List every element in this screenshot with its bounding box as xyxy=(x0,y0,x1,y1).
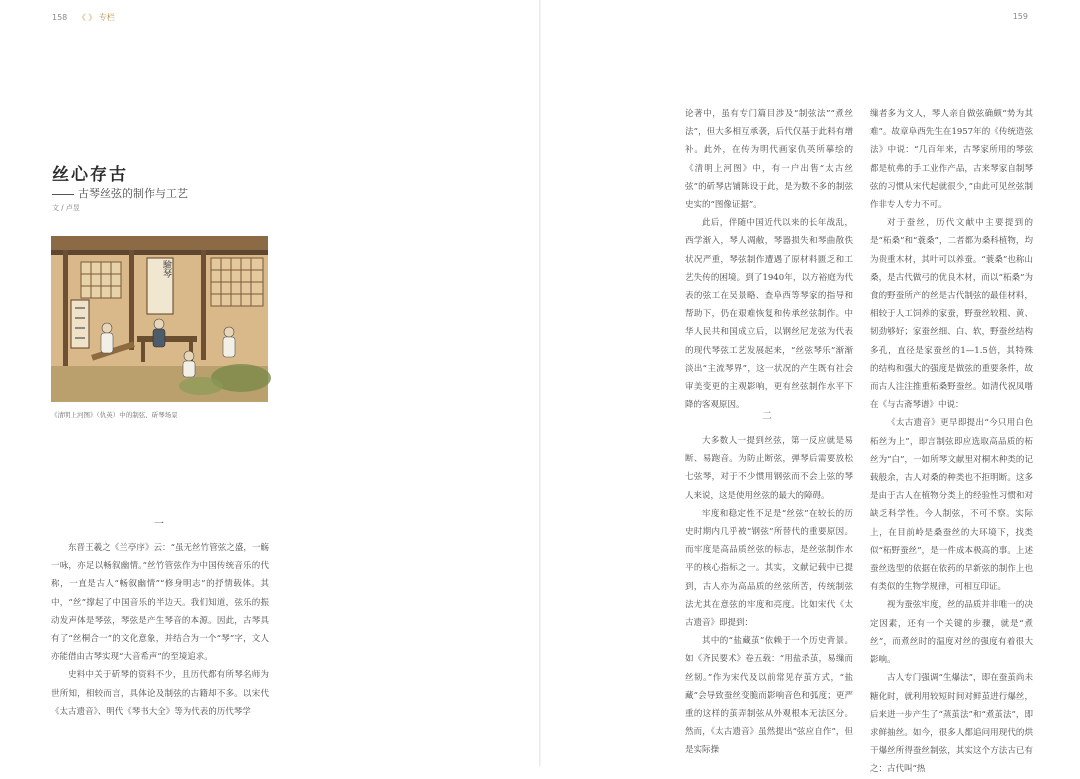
paragraph: 缫者多为文人，琴人亲自做弦确颇“势为其难”。故章阜西先生在1957年的《传统造弦法》中说：“几百年来，古琴家所用的琴弦都是杭弗的手工业作产品，古来琴家自制琴弦的习惯从宋代起就很少，”由此可见丝弦制作非专人专力不可。 xyxy=(870,109,1033,211)
paragraph: 此后，伴随中国近代以来的长年战乱，西学渐入，琴人凋敝，琴器损失和琴曲散佚状况严重，琴弦制作遭遇了原材料匮乏和工艺失传的困境。到了1940年，以方裕庭为代表的弦工在吴景略、查阜西等琴家的指导和帮助下，仍在艰难恢复和传承丝弦制作。中华人民共和国成立后，以钢丝尼龙弦为代表的现代琴弦工艺发展起来，“丝弦琴乐”渐渐淡出“主流琴界”，这一状况的产生既有社会审美变更的主观影响，更有丝弦制作水平下降的客观原因。 xyxy=(685,218,853,411)
left-page-number: 158 xyxy=(52,13,68,22)
paragraph: 牢度和稳定性不足是“丝弦”在较长的历史时期内几乎被“钢弦”所替代的重要原因。而牢度是高品质丝弦的标志，是丝弦制作水平的核心指标之一。其实，文献记载中已提到，古人亦为高品质的丝弦所苦，传统制弦法尤其在意弦的牢度和亮度。比如宋代《太古遗音》即提到： xyxy=(685,508,853,629)
paragraph: 《太古遗音》更早即提出“今只用白色柘丝为上”，即言制弦即应选取高品质的柘丝为“白”，一如所琴文献里对桐木种类的记载般余，古人对桑的种类也不拒明断。这多是由于古人在植物分类上的经验性习惯和对缺乏科学性。今人制弦，不可不察。实际上，在目前岭是桑蚕丝的大环境下，找类似“柘野蚕丝”，是一件成本极高的事。上述蚕丝选型的依据在依药的早新弦的制作上也有类似的生物学规律，可相互印证。 xyxy=(870,418,1033,593)
article-subtitle xyxy=(52,185,188,201)
paragraph: 史料中关于斫琴的资料不少，且历代都有所琴名师为世所知，相较而言，具体论及制弦的古籍却不多。以宋代《太古遗音》、明代《琴书大全》等为代表的历代琴学 xyxy=(51,670,269,717)
paragraph: 东晋王羲之《兰亭序》云：“虽无丝竹管弦之盛，一觞一咏，亦足以畅叙幽情。”丝竹管弦作为中国传统音乐的代称，一直是古人“畅叙幽情”“修身明志”的抒情载体。其中，“丝”撑起了中国音乐的半边天。我们知道，弦乐的振动发声体是琴弦，琴弦是产生琴音的本源。因此，古琴具有了“丝桐合一”的文化意象，并结合为一个“琴”字，文人亦能借由古琴实现“大音希声”的至境追求。 xyxy=(51,543,269,663)
article-author: 文 / 卢昱 xyxy=(52,204,80,212)
right-header xyxy=(1013,12,1028,21)
painting-shop-sign: 驗琴 xyxy=(161,260,171,278)
paragraph: 大多数人一提到丝弦，第一反应就是易断、易跑音。为防止断弦，弹琴后需要放松七弦琴，对于不少惯用钢弦而不会上弦的琴人来说，这是使用丝弦的最大的障碍。 xyxy=(685,436,853,501)
right-column-2 xyxy=(870,105,1033,775)
paragraph: 其中的“盐藏茧”依赖于一个历史背景。如《齐民要术》卷五载：“用盐杀茧，易缫而丝韧。”作为宋代及以前常见存茧方式，“盐藏”会导致蚕丝变脆而影响音色和弧度；更严重的这样的茧弄制弦从外观根本无法区分。然而，《太古遗音》虽然提出“弦应自作”，但是实际操 xyxy=(685,636,853,756)
left-page xyxy=(0,0,540,766)
column-mark: 《 》 专栏 xyxy=(77,13,115,22)
right-page-number: 159 xyxy=(1012,12,1028,21)
paragraph: 对于蚕丝，历代文献中主要提到的是“柘桑”和“蓑桑”，二者都为桑科植物，均为贵重木材，其叶可以养蚕。“蓑桑”也称山桑，是古代做弓的优良木材，而以“柘桑”为食的野蚕所产的丝是古代制弦的最佳材料，相较于人工饲养的家蚕，野蚕丝较粗、黄、韧劲够好；家蚕丝细、白、软，野蚕丝结构多孔，直径是家蚕丝的1—1.5倍，其特殊的结构和强大的强度是做弦的重要条件，故而古人注注推重柘桑野蚕丝。如清代祝凤喈在《与古斋琴谱》中说： xyxy=(870,218,1033,411)
section-number-one: 一 xyxy=(154,519,164,530)
right-page xyxy=(540,0,1080,775)
paragraph: 论著中，虽有专门篇目涉及“制弦法”“煮丝法”，但大多相互承袭，后代仅基于此料有增补。此外，在传为明代画家仇英所摹绘的《清明上河图》中，有一户出售“太古丝弦”的斫琴店铺陈设于此，是为数不多的制弦史实的“图像证据”。 xyxy=(685,109,853,211)
qingming-painting-image xyxy=(51,236,268,402)
subtitle-dash xyxy=(52,194,74,195)
section-number-two: 二 xyxy=(762,411,772,422)
paragraph: 古人专门强调“生爆法”，即在蚕茧尚未糖化时，就利用较短时间对鲜茧进行爆丝，后来进一步产生了“蒸茧法”和“煮茧法”，即求鲜抽丝。如今，很多人都追问用现代的烘干爆丝所得蚕丝制弦，其实这个方法古已有之：古代叫“热 xyxy=(870,673,1033,775)
right-column-1-top xyxy=(685,105,853,411)
subtitle-text: 古琴丝弦的制作与工艺 xyxy=(78,187,188,200)
article-title: 丝心存古 xyxy=(52,165,128,185)
paragraph: 视为蚕弦牢度，丝的品质并非唯一的决定因素，还有一个关键的步骤，就是“煮丝”，而煮丝时的温度对丝的强度有着很大影响。 xyxy=(870,600,1033,666)
left-text-column xyxy=(51,539,269,717)
right-column-1-bottom xyxy=(685,432,853,756)
figure-caption: 《清明上河图》（仇英）中的制弦、斫琴场景 xyxy=(51,411,178,419)
left-header xyxy=(52,12,115,23)
